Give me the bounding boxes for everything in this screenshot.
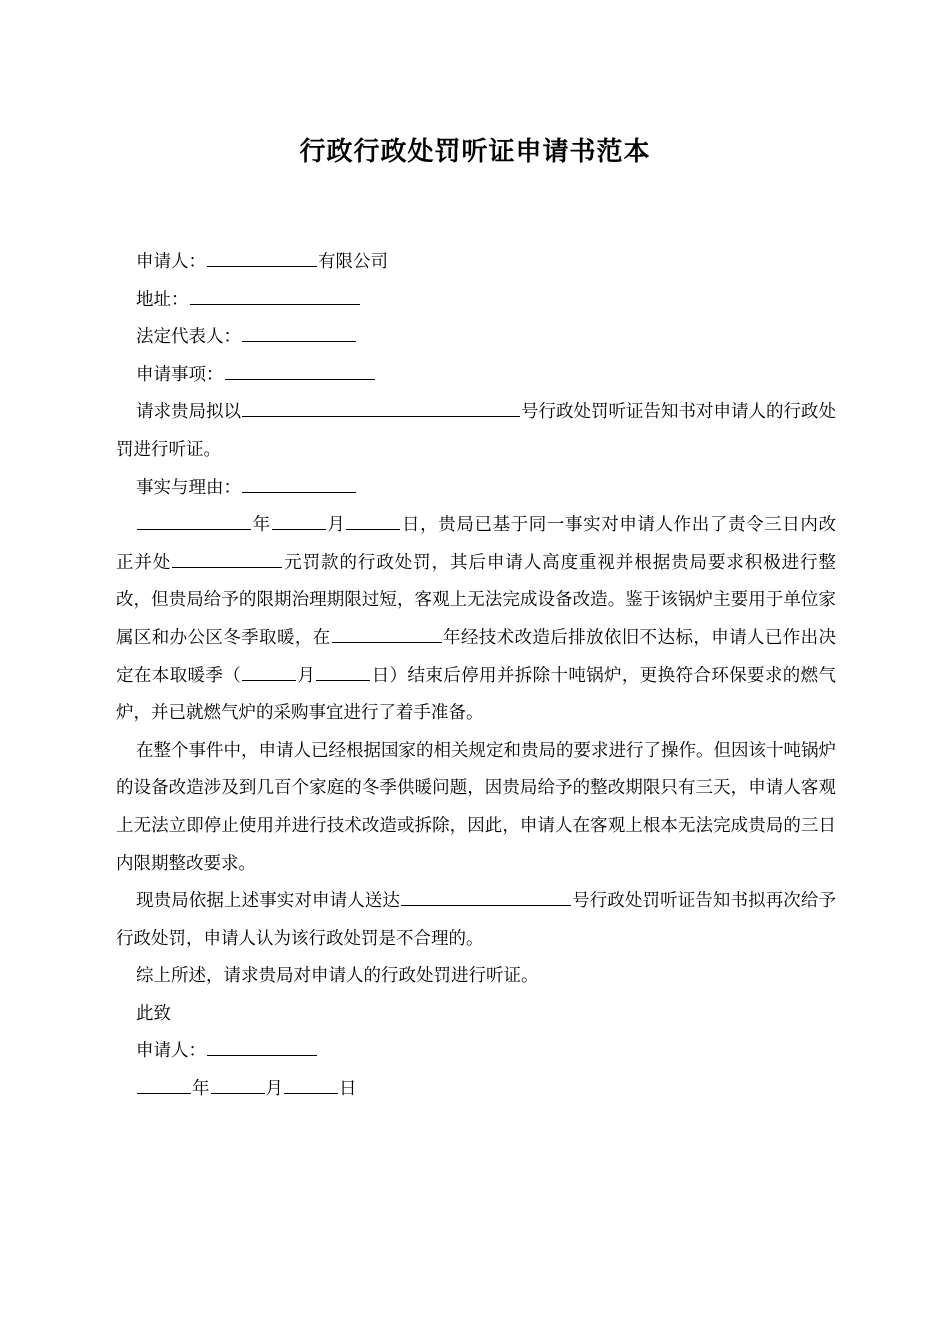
tech-year-blank: [332, 623, 442, 643]
date-month-blank: [272, 510, 326, 530]
legal-rep-line: [116, 319, 836, 357]
applicant-suffix: 有限公司: [318, 252, 388, 272]
applicant-blank: [207, 247, 317, 267]
request-paragraph: [116, 394, 836, 469]
legal-rep-label: 法定代表人：: [136, 327, 241, 348]
facts-paragraph-2: 在整个事件中，申请人已经根据国家的相关规定和贵局的要求进行了操作。但因该十吨锅炉的设备改造涉及到几百个家庭的冬季供暖问题，因贵局给予的整改期限只有三天，申请人客观上无法立即停止使用并进行技术改造或拆除，因此，申请人在客观上根本无法完成贵局的三日内限期整改要求。: [116, 740, 836, 874]
season-month-blank: [242, 661, 296, 681]
address-line: [116, 282, 836, 320]
signature-blank: [207, 1036, 317, 1056]
request-notice-number-blank: [242, 397, 520, 417]
document-title: 行政行政处罚听证申请书范本: [299, 137, 651, 167]
sign-day-blank: [284, 1074, 338, 1094]
legal-rep-blank: [242, 322, 356, 342]
fine-amount-blank: [172, 548, 282, 568]
document-body: [116, 244, 836, 1109]
para1-year: 年: [252, 515, 271, 536]
para3-text-1: 现贵局依据上述事实对申请人送达: [136, 891, 400, 912]
request-text-1: 请求贵局拟以: [136, 402, 241, 423]
para1-month: 月: [326, 515, 346, 536]
season-day-blank: [316, 661, 370, 681]
para1-end-text: 日）结束后停用并拆除十吨锅炉，更换符合环保要求的燃气炉，并已就燃气炉的采购事宜进行了着手准备。: [116, 665, 837, 724]
sign-day: 日: [339, 1079, 357, 1100]
para1-day-text: 日，贵局已基于同一事实对申请人作出了责令三日内改正并处: [116, 515, 837, 573]
conclusion-paragraph: 综上所述，请求贵局对申请人的行政处罚进行听证。: [136, 966, 539, 987]
notice-number-blank: [401, 886, 571, 906]
facts-paragraph-1: [116, 507, 836, 733]
matter-label: 申请事项：: [136, 364, 224, 385]
para3-text-2: 号行政处罚听证告知书拟再次给予行政处罚，申请人认为该行政处罚是不合理的。: [116, 891, 836, 949]
para1-month2: 月: [297, 665, 316, 686]
sign-month: 月: [265, 1079, 283, 1100]
facts-line: [116, 470, 836, 508]
para1-fine-text: 元罚款的行政处罚，其后申请人高度重视并根据贵局要求积极进行整改，但贵局给予的限期治理期限过短，客观上无法完成设备改造。鉴于该锅炉主要用于单位家属区和办公区冬季取暖，在: [116, 552, 837, 648]
address-label: 地址：: [136, 289, 189, 310]
signature-label: 申请人：: [136, 1041, 206, 1062]
date-line: [116, 1071, 836, 1109]
sign-year: 年: [192, 1079, 210, 1100]
date-year-blank: [137, 510, 251, 530]
matter-blank: [225, 360, 375, 380]
sign-month-blank: [211, 1074, 265, 1094]
address-blank: [190, 285, 360, 305]
facts-paragraph-3: [116, 883, 836, 958]
sign-year-blank: [137, 1074, 191, 1094]
signature-line: [116, 1033, 836, 1071]
salutation: 此致: [136, 1003, 171, 1024]
date-day-blank: [346, 510, 400, 530]
para1-tech-text: 年经技术改造后排放依旧不达标，申请人已作出决定在本取暖季（: [116, 627, 837, 686]
applicant-line: [116, 244, 836, 282]
facts-blank: [242, 473, 356, 493]
matter-line: [116, 357, 836, 395]
applicant-label: 申请人：: [136, 252, 206, 272]
request-text-2: 号行政处罚听证告知书对申请人的行政处罚进行听证。: [116, 402, 836, 460]
facts-label: 事实与理由：: [136, 477, 241, 498]
